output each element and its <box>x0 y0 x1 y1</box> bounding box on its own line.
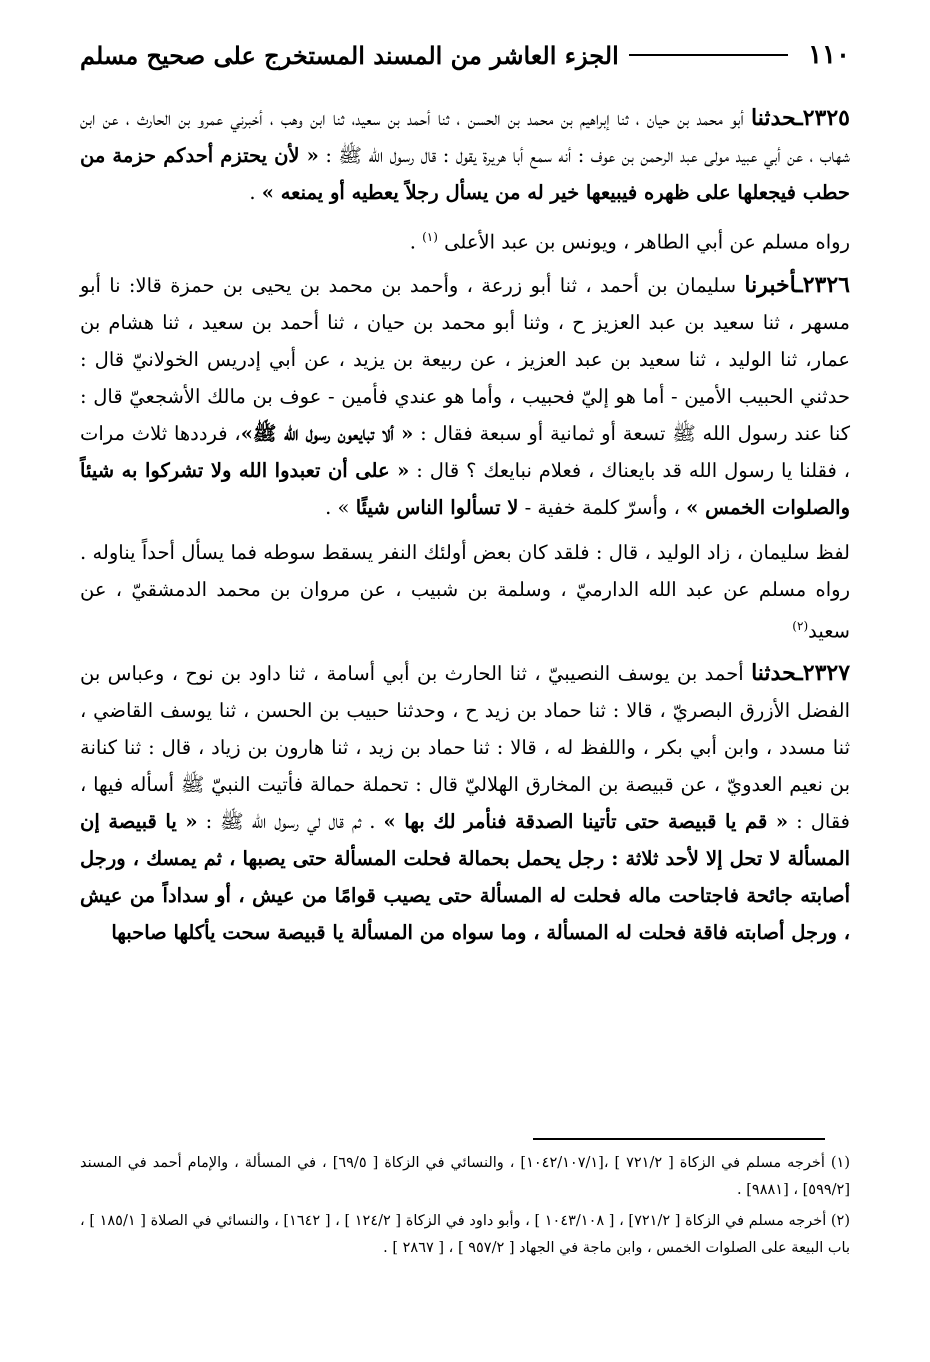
footnote-2 <box>80 1208 850 1262</box>
hadith-text: . <box>249 181 262 204</box>
prophetic-quote: « لأن يحتزم أحدكم حزمة من حطب فيجعلها على ظهره فيبيعها خير له من يسأل رجلاً يعطيه أو يمنعه » <box>80 144 850 204</box>
hadith-formula: أخبرنا <box>744 271 797 298</box>
hadith-2325 <box>80 100 850 211</box>
footnotes <box>80 1150 850 1266</box>
hadith-text: أحمد بن يوسف النصيبيّ ، ثنا الحارث بن أبي أسامة ، ثنا داود بن نوح ، وعباس بن الفضل الأزرق البصريّ ، قالا : ثنا حماد بن زيد ح ، وحدثنا حبيب بن الحسن ، ثنا يوسف القاضي ، ثنا مسدد ، وابن أبي بكر ، واللفظ له ، قالا : ثنا حماد بن زيد ، ثنا هارون بن زياد ، قال : ثنا كنانة بن نعيم العدويّ ، عن قبيصة بن المخارق الهلاليّ قال : تحملة حمالة فأتيت النبيّ ﷺ أسأله فيها ، فقال : <box>80 662 851 833</box>
footnote-marker: (١) <box>830 1155 850 1171</box>
note-end: . <box>409 230 423 254</box>
hadith-text: . ثم قال لي رسول الله ﷺ : <box>197 810 384 833</box>
footnote-ref: (١) <box>422 230 438 244</box>
hadith-text: أبو محمد بن حيان ، ثنا إبراهيم بن محمد بن الحسن ، ثنا أحمد بن سعيد، ثنا ابن وهب ، أخبرني عمرو بن الحارث ، عن ابن شهاب ، عن أبي عبيد مولى عبد الرحمن بن عوف : أنه سمع أبا هريرة يقول : قال رسول الله ﷺ : <box>80 107 850 167</box>
prophetic-quote: لا تسألوا الناس شيئًا <box>355 495 519 519</box>
body-text <box>80 100 850 959</box>
running-title: الجزء العاشر من المسند المستخرج على صحيح مسلم <box>80 40 619 70</box>
footnote-rule <box>533 1138 825 1140</box>
note-text: لفظ سليمان ، زاد الوليد ، قال : فلقد كان بعض أولئك النفر يسقط سوطه فما يسأل أحداً يناوله . رواه مسلم عن عبد الله الدارميّ ، وسلمة بن شبيب ، عن مروان بن محمد الدمشقيّ ، عن سعيد <box>80 540 850 642</box>
hadith-text: » . <box>325 495 356 519</box>
hadith-number: ٢٣٢٥ـ <box>796 105 850 131</box>
hadith-text: سليمان بن أحمد ، ثنا أبو زرعة ، وأحمد بن محمد بن يحيى بن حمزة قالا: نا أبو مسهر ، ثنا سعيد بن عبد العزيز ح ، وثنا أبو محمد بن حيان ، ثنا أحمد بن سعيد ، ثنا هشام بن عمار، ثنا الوليد ، ثنا سعيد بن عبد العزيز ، عن ربيعة بن يزيد ، عن أبي إدريس الخولانيّ قال : حدثني الحبيب الأمين - أما هو إليّ فحبيب ، وأما هو عندي فأمين - عوف بن مالك الأشجعيّ قال : كنا عند رسول الله ﷺ تسعة أو ثمانية أو سبعة فقال : <box>80 273 851 445</box>
page-number: ١١٠ <box>808 40 850 70</box>
footnote-marker: (٢) <box>830 1213 851 1229</box>
prophetic-quote: « على أن تعبدوا الله ولا تشركوا به شيئاً والصلوات الخمس » <box>80 458 850 519</box>
hadith-formula: حدثنا <box>751 105 797 131</box>
header-rule <box>629 54 788 56</box>
prophetic-quote: « ألا تبايعون رسول الله ﷺ» <box>240 421 414 445</box>
prophetic-quote: « قم يا قبيصة حتى تأتينا الصدقة فنأمر لك بها » <box>383 810 789 833</box>
hadith-number: ٢٣٢٦ـ <box>796 271 850 298</box>
note-text: رواه مسلم عن أبي الطاهر ، ويونس بن عبد الأعلى <box>444 230 850 254</box>
hadith-formula: حدثنا <box>751 660 797 686</box>
page-header <box>80 38 850 72</box>
footnote-ref: (٢) <box>792 618 809 633</box>
hadith-text: ، فرددها ثلاث مرات ، فقلنا يا رسول الله قد بايعناك ، فعلام نبايعك ؟ قال : <box>80 421 850 482</box>
footnote-1 <box>80 1150 850 1204</box>
footnote-text: أخرجه مسلم في الزكاة [ ٧٢١/٢] ، [ ١٠٤٣/١٠٨ ] ، وأبو داود في الزكاة [ ١٢٤/٢ ] ، [ ١٦٤٢] ، والنسائي في الصلاة [ ١٨٥/١ ] ، باب البيعة على الصلوات الخمس ، وابن ماجة في الجهاد [ ٩٥٧/٢ ] ، [ ٢٨٦٧ ] . <box>80 1213 850 1256</box>
prophetic-quote: « يا قبيصة إن المسألة لا تحل إلا لأحد ثلاثة : رجل يحمل بحمالة فحلت المسألة حتى يصبها ، ثم يمسك ، ورجل أصابته جائحة فاجتاحت ماله فحلت له المسألة حتى يصيب قوامًا من عيش ، أو سداداً من عيش ، ورجل أصابته فاقة فحلت له المسألة ، وما سواه من المسألة يا قبيصة سحت يأكلها صاحبها <box>80 810 850 944</box>
narration-note <box>80 534 850 650</box>
footnote-text: أخرجه مسلم في الزكاة [ ٧٢١/٢ ] ،[١٠٤٢/١٠٧/١] ، والنسائي في الزكاة [ ٦٩/٥] ، في المسألة ، والإمام أحمد في المسند [٥٩٩/٢] ، [٩٨٨١] . <box>80 1155 850 1198</box>
hadith-2326 <box>80 267 850 526</box>
hadith-2327 <box>80 655 850 951</box>
hadith-number: ٢٣٢٧ـ <box>796 660 851 686</box>
narration-note <box>80 219 850 261</box>
hadith-text: ، وأسرّ كلمة خفية - <box>518 495 687 519</box>
